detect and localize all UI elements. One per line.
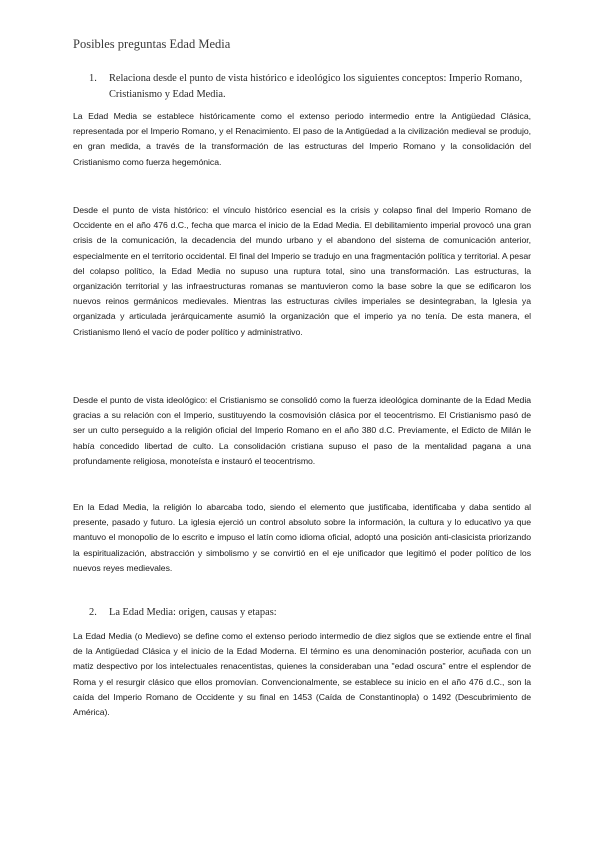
paragraph: Desde el punto de vista histórico: el vínculo histórico esencial es la crisis y colapso final del Imperio Romano de Occidente en el año 476 d.C., fecha que marca el inicio de la Edad Media. El debilitamiento imperial provocó una gran crisis de la comunicación, la decadencia del mundo urbano y el abandono del sistema de comunicación anterior, especialmente en el territorio occidental. El final del Imperio se tradujo en una fragmentación política y territorial. A pesar del colapso político, la Edad Media no supuso una ruptura total, sino una transformación. Las estructuras, la organización territorial y las infraestructuras romanas se mantuvieron como la base sobre la que se edificaron los nuevos reinos germánicos medievales. Mientras las estructuras civiles imperiales se desintegraban, la Iglesia ya organizada y articulada jerárquicamente asumió la organización que el imperio ya no tenía. De esta manera, el Cristianismo llenó el vacío de poder político y administrativo. (73, 205, 531, 337)
question-text: La Edad Media: origen, causas y etapas: (109, 607, 277, 618)
paragraph: La Edad Media se establece históricamente como el extenso periodo intermedio entre la Antigüedad Clásica, representada por el Imperio Romano, y el Renacimiento. El paso de la Antigüedad a la civilización medieval se produjo, en gran medida, a través de la transformación de las estructuras del Imperio Romano y la consolidación del Cristianismo como fuerza hegemónica. (73, 111, 531, 167)
paragraph: En la Edad Media, la religión lo abarcaba todo, siendo el elemento que justificaba, identificaba y daba sentido al presente, pasado y futuro. La iglesia ejerció un control absoluto sobre la información, la cultura y lo educativo ya que mantuvo el monopolio de lo escrito e impuso el latín como idioma oficial, adoptó una posición anti-clasicista priorizando la espiritualización, abstracción y simbolismo y se convirtió en el eje unificador que legitimó el poder político de los nuevos reyes medievales. (73, 502, 531, 573)
paragraph: La Edad Media (o Medievo) se define como el extenso periodo intermedio de diez siglos que se extiende entre el final de la Antigüedad Clásica y el inicio de la Edad Moderna. El término es una denominación posterior, acuñada con un matiz despectivo por los intelectuales renacentistas, quienes la consideraban una "edad oscura" entre el esplendor de Roma y el resurgir clásico que ellos promovían. Convencionalmente, se establece su inicio en el año 476 d.C., son la caída del Imperio Romano de Occidente y su final en 1453 (Caída de Constantinopla) o 1492 (Descubrimiento de América). (73, 631, 531, 718)
paragraph: Desde el punto de vista ideológico: el Cristianismo se consolidó como la fuerza ideológica dominante de la Edad Media gracias a su relación con el Imperio, sustituyendo la cosmovisión clásica por el teocentrismo. El Cristianismo pasó de ser un culto perseguido a la religión oficial del Imperio Romano en el año 380 d.C. Previamente, el Edicto de Milán le había concedido libertad de culto. La consolidación cristiana supuso el paso de la mentalidad pagana a una profundamente religiosa, monoteísta e instauró el teocentrismo. (73, 395, 531, 466)
question-text: Relaciona desde el punto de vista histórico e ideológico los siguientes conceptos: Imperio Romano, Cristianismo y Edad Media. (109, 73, 523, 100)
question-heading-1 (73, 71, 531, 102)
page-title: Posibles preguntas Edad Media (73, 37, 231, 51)
question-number: 1. (89, 73, 97, 84)
question-number: 2. (89, 607, 97, 618)
question-heading-2 (73, 605, 531, 621)
